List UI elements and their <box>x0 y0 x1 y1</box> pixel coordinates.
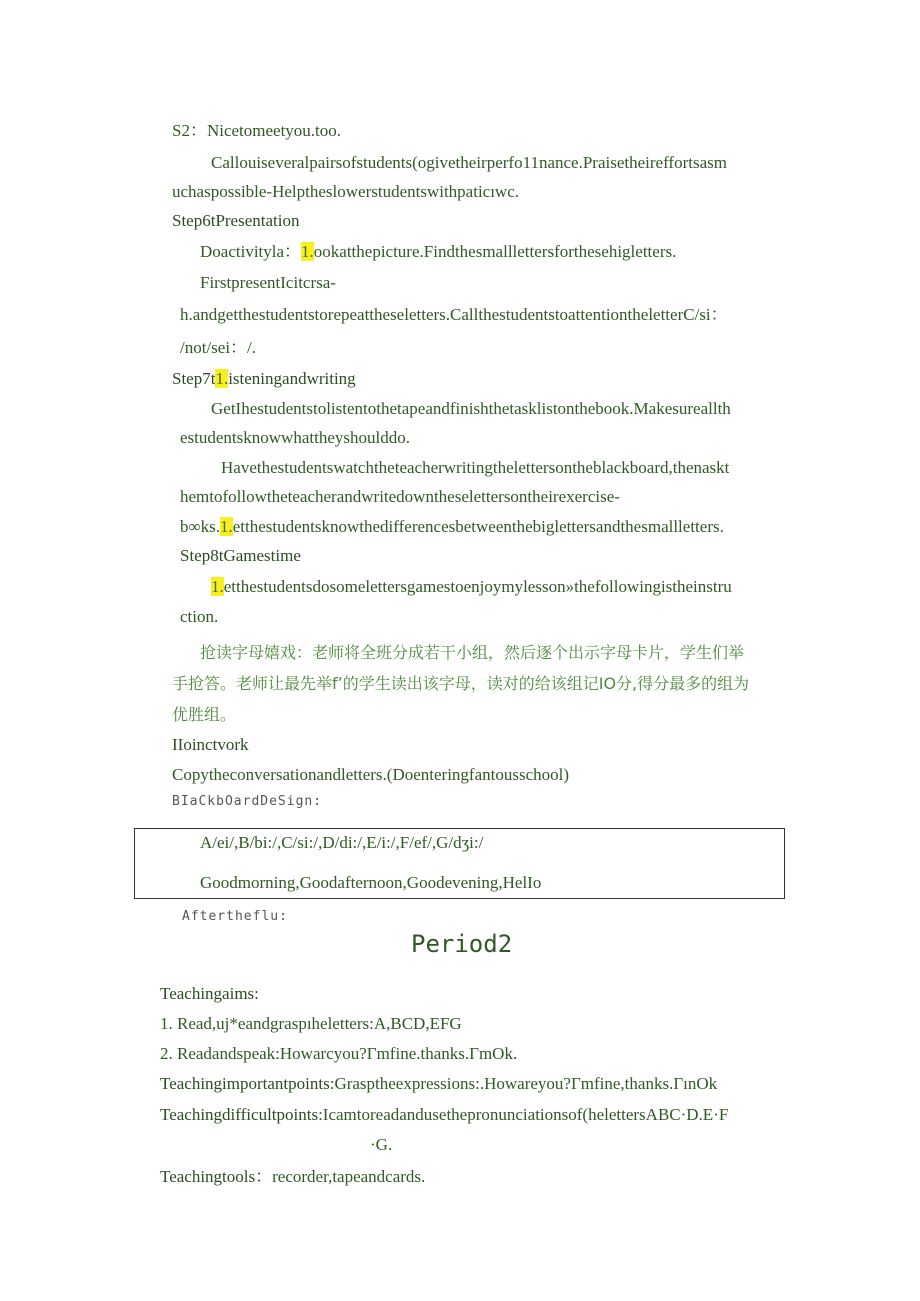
teaching-aims-heading: Teachingaims: <box>160 984 259 1003</box>
important-points-line <box>160 1073 717 1095</box>
watch-paragraph-line-1: Havethestudentswatchtheteacherwritingthelettersontheblackboard,thenaskt <box>221 458 730 477</box>
highlight-mark: 1. <box>211 577 224 596</box>
step7-text: isteningandwriting <box>228 369 356 388</box>
difficult-points-continuation: ·G. <box>370 1135 393 1154</box>
step7-prefix: Step7t <box>172 369 216 388</box>
chinese-game-line-1: 抢读字母嬉戏：老师将全班分成若干小组，然后逐个出示字母卡片，学生们举 <box>200 643 745 662</box>
important-points-label: Teachingimportantpoints <box>160 1074 330 1093</box>
listen-paragraph-line-1: GetIhestudentstolistentothetapeandfinishthetasklistonthebook.Makesureallth <box>211 399 731 418</box>
chinese-game-line-3: 优胜组。 <box>172 705 237 724</box>
books-prefix: b∞ks. <box>180 517 220 536</box>
watch-paragraph-line-3 <box>180 516 724 538</box>
teaching-tools-label: Teachingtools <box>160 1167 256 1186</box>
teaching-tools-line <box>160 1166 425 1188</box>
books-text: etthestudentsknowthedifferencesbetweenthebiglettersandthesmallletters. <box>232 517 724 536</box>
do-activity-prefix: Doactivityla： <box>200 242 302 261</box>
board-greetings-line: Goodmorning,Goodafternoon,Goodevening,HelIo <box>200 873 542 892</box>
first-present-line: FirstpresentIcitcrsa- <box>200 273 336 292</box>
step6-heading: Step6tPresentation <box>172 211 300 230</box>
callout-paragraph-line-1: Callouiseveralpairsofstudents(ogivetheirperfo11nance.Praisetheireffortsasm <box>211 153 727 172</box>
game-paragraph-line-2: ction. <box>180 607 219 626</box>
highlight-mark: 1. <box>220 517 233 536</box>
highlight-mark: 1. <box>301 242 314 261</box>
teaching-aim-1: 1. Read,uj*eandgraspıheletters:A,BCD,EFG <box>160 1014 462 1033</box>
homework-text: Copytheconversationandletters.(Doenteringfantousschool) <box>172 765 570 784</box>
blackboard-design-label: BIaCkbOardDeSign: <box>172 794 323 809</box>
step8-heading: Step8tGamestime <box>180 546 301 565</box>
listen-paragraph-line-2: estudentsknowwhattheyshoulddo. <box>180 428 410 447</box>
game-paragraph-line-1 <box>211 576 732 598</box>
chinese-game-line-2: 手抢答。老师让最先举fʼ的学生读出该字母，读对的给该组记IO分,得分最多的组为 <box>172 674 750 693</box>
step7-heading <box>172 368 356 390</box>
s2-dialogue-line: S2：Nicetomeetyou.too. <box>172 121 342 140</box>
after-class-label: Aftertheflu: <box>182 909 288 924</box>
difficult-points-line <box>160 1104 728 1126</box>
teaching-aim-2: 2. Readandspeak:Howarcyou?Γmfine.thanks.ΓmOk. <box>160 1044 518 1063</box>
do-activity-text: ookatthepicture.Findthesmalllettersforthesehigletters. <box>313 242 677 261</box>
pronunciation-line: /not/sei：/. <box>180 338 257 357</box>
important-points-text: :Grasptheexpressions:.Howareyou?Γmfine,thanks.ΓınOk <box>329 1074 718 1093</box>
difficult-points-text: :Icamtoreadandusethepronunciationsof(helettersABC·D.E·F <box>318 1105 729 1124</box>
homework-heading: IIoinctvork <box>172 735 249 754</box>
do-activity-line <box>200 241 676 263</box>
period-title: Period2 <box>411 930 513 958</box>
watch-paragraph-line-2: hemtofollowtheteacherandwritedowntheselettersontheirexercise- <box>180 487 620 506</box>
highlight-mark: 1. <box>215 369 229 388</box>
difficult-points-label: Teachingdifficultpoints <box>160 1105 319 1124</box>
repeat-letters-line: h.andgetthestudentstorepeattheseletters.CallthestudentstoattentiontheletterC/si： <box>180 305 728 324</box>
game-text: etthestudentsdosomelettersgamestoenjoymylesson»thefollowingistheinstru <box>223 577 732 596</box>
board-letters-line: A/ei/,B/bi:/,C/si:/,D/di:/,E/i:/,F/ef/,G/dʒi:/ <box>200 833 484 852</box>
teaching-tools-text: ：recorder,tapeandcards. <box>255 1167 426 1186</box>
callout-paragraph-line-2: uchaspossible-Helptheslowerstudentswithpaticıwc. <box>172 182 520 201</box>
